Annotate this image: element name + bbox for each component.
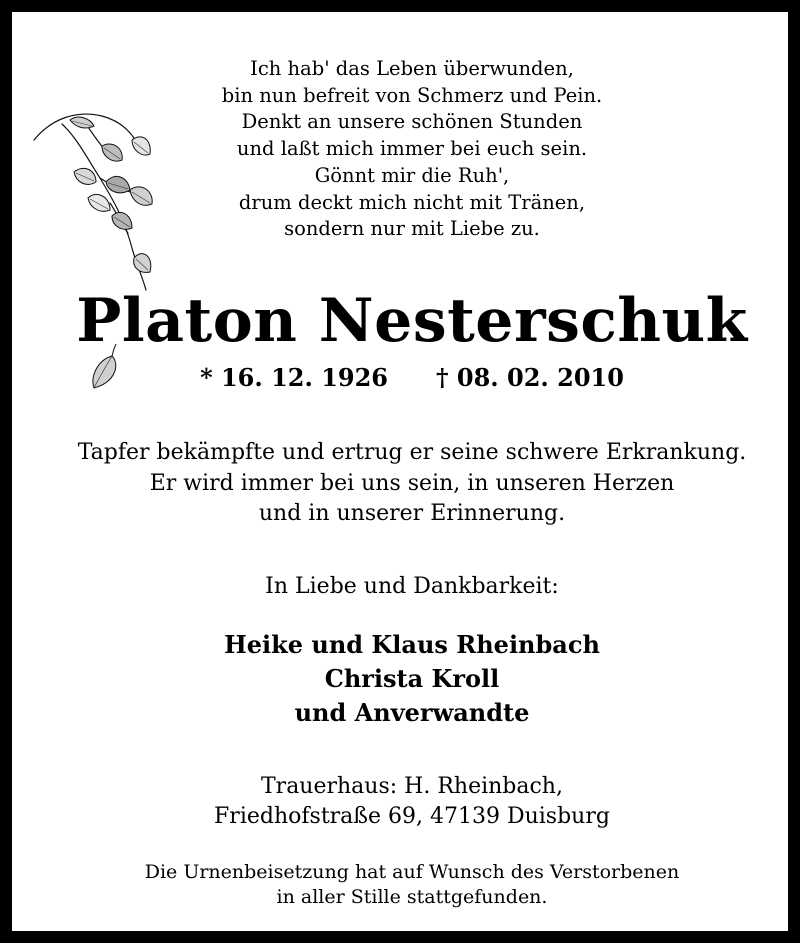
poem-line: Denkt an unsere schönen Stunden xyxy=(241,110,583,134)
mourning-house-address xyxy=(24,772,800,832)
poem-line: Gönnt mir die Ruh', xyxy=(314,163,510,187)
death-date: † 08. 02. 2010 xyxy=(436,363,624,392)
poem-line: drum deckt mich nicht mit Tränen, xyxy=(238,190,586,214)
life-dates xyxy=(24,363,800,393)
tribute-line: Tapfer bekämpfte und ertrug er seine schwere Erkrankung. xyxy=(77,440,747,465)
mourners-intro: In Liebe und Dankbarkeit: xyxy=(265,574,559,599)
poem xyxy=(24,56,800,243)
notice-line: in aller Stille stattgefunden. xyxy=(276,886,548,908)
address-line: Trauerhaus: H. Rheinbach, xyxy=(261,774,563,799)
burial-notice xyxy=(24,860,800,910)
birth-date: * 16. 12. 1926 xyxy=(200,363,388,392)
mourner-line: Christa Kroll xyxy=(324,664,500,693)
address-line: Friedhofstraße 69, 47139 Duisburg xyxy=(214,804,610,829)
poem-line: sondern nur mit Liebe zu. xyxy=(284,217,540,241)
poem-line: bin nun befreit von Schmerz und Pein. xyxy=(221,83,603,107)
notice-line: Die Urnenbeisetzung hat auf Wunsch des Verstorbenen xyxy=(144,861,680,883)
obituary-notice xyxy=(24,24,800,943)
deceased-name: Platon Nesterschuk xyxy=(76,286,748,356)
tribute-line: und in unserer Erinnerung. xyxy=(258,501,566,526)
poem-line: Ich hab' das Leben überwunden, xyxy=(250,57,574,80)
mourners-list xyxy=(24,628,800,730)
mourner-line: Heike und Klaus Rheinbach xyxy=(224,630,600,659)
tribute-line: Er wird immer bei uns sein, in unseren Herzen xyxy=(149,470,675,496)
poem-line: und laßt mich immer bei euch sein. xyxy=(236,137,588,161)
tribute-text xyxy=(24,438,800,530)
mourner-line: und Anverwandte xyxy=(294,698,530,727)
